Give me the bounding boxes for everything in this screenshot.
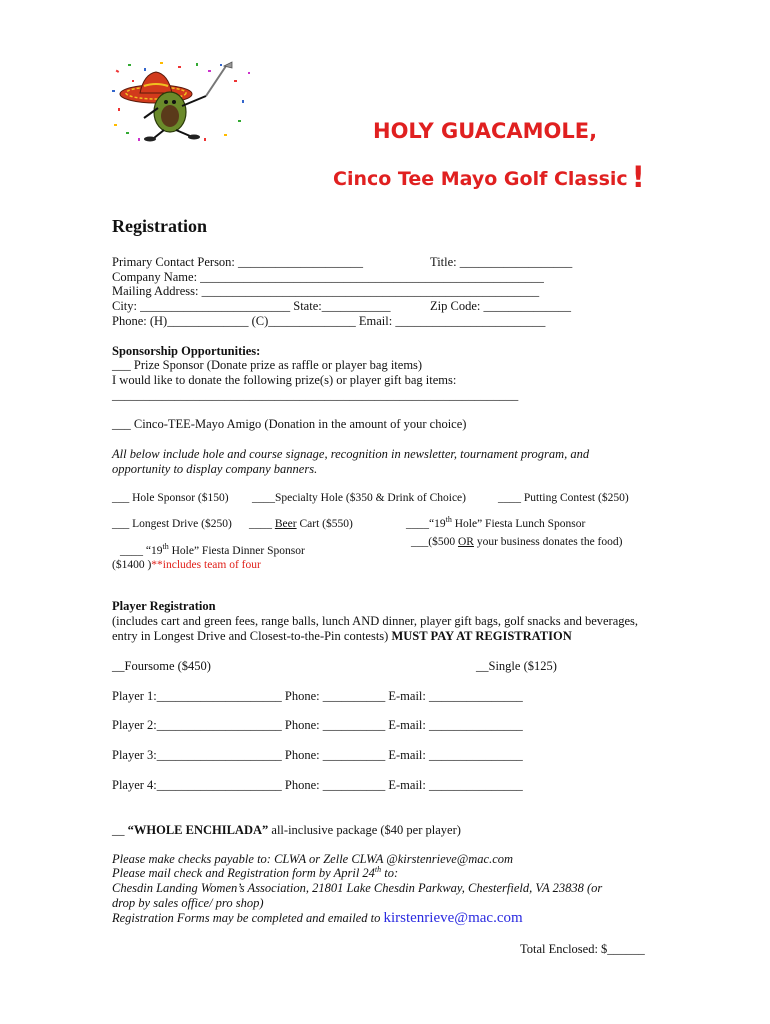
- beer-cart-option[interactable]: [249, 517, 353, 531]
- putting-contest-option[interactable]: ____ Putting Contest ($250): [498, 492, 629, 504]
- hole-sponsor-option[interactable]: ___ Hole Sponsor ($150): [112, 492, 229, 504]
- dinner-prefix: ____ “19: [120, 545, 163, 557]
- primary-contact-field[interactable]: Primary Contact Person: ____________________: [112, 255, 364, 269]
- beer-cart-word: Beer: [274, 518, 297, 530]
- lunch-suffix: Hole” Fiesta Lunch Sponsor: [451, 518, 586, 530]
- player-1-field[interactable]: Player 1:____________________ Phone: __________ E-mail: _______________: [112, 689, 523, 703]
- sponsorship-heading: Sponsorship Opportunities:: [112, 344, 261, 358]
- longest-drive-option[interactable]: ___ Longest Drive ($250): [112, 518, 232, 530]
- donate-prize-field[interactable]: _________________________________________________________________: [112, 388, 519, 402]
- mail-suffix: to:: [381, 866, 399, 880]
- email-forms-text: Registration Forms may be completed and emailed to: [112, 911, 384, 925]
- lunch-sup: th: [445, 515, 452, 525]
- enchilada-prefix: __: [112, 823, 128, 837]
- mailing-address-note: Chesdin Landing Women’s Association, 21801 Lake Chesdin Parkway, Chesterfield, VA 23838 (or: [112, 881, 603, 895]
- title-field[interactable]: Title: __________________: [430, 255, 573, 269]
- enchilada-name: “WHOLE ENCHILADA”: [127, 823, 269, 837]
- zip-code-field[interactable]: Zip Code: ______________: [430, 299, 571, 313]
- single-option[interactable]: __Single ($125): [476, 659, 557, 673]
- lunch-note-prefix: ___($500: [411, 536, 458, 548]
- lunch-sponsor-option[interactable]: [406, 517, 585, 531]
- dinner-includes-note: **includes team of four: [151, 559, 261, 571]
- must-pay-note: MUST PAY AT REGISTRATION: [391, 629, 572, 643]
- email-link[interactable]: kirstenrieve@mac.com: [383, 910, 523, 926]
- drop-off-note: drop by sales office/ pro shop): [112, 896, 264, 910]
- city-state-field[interactable]: City: ________________________ State:___________: [112, 299, 391, 313]
- player-registration-heading: Player Registration: [112, 599, 216, 613]
- prize-sponsor-option[interactable]: ___ Prize Sponsor (Donate prize as raffle or player bag items): [112, 358, 423, 372]
- lunch-note-or: OR: [457, 536, 474, 548]
- enchilada-suffix: all-inclusive package ($40 per player): [268, 823, 461, 837]
- total-enclosed-field[interactable]: Total Enclosed: $______: [520, 942, 645, 956]
- lunch-note: [411, 535, 622, 549]
- lunch-note-suffix: your business donates the food): [473, 536, 623, 548]
- beer-cart-suffix: Cart ($550): [296, 518, 353, 530]
- dinner-suffix: Hole” Fiesta Dinner Sponsor: [168, 545, 305, 557]
- player-4-field[interactable]: Player 4:____________________ Phone: __________ E-mail: _______________: [112, 778, 523, 792]
- email-forms-note: [112, 911, 523, 926]
- player-includes-line1: (includes cart and green fees, range balls, lunch AND dinner, player gift bags, golf snacks and beverages,: [112, 614, 639, 628]
- dinner-sponsor-option[interactable]: [120, 544, 305, 558]
- foursome-option[interactable]: __Foursome ($450): [112, 659, 211, 673]
- company-name-field[interactable]: Company Name: _______________________________________________________: [112, 270, 544, 284]
- page-subtitle: [333, 162, 645, 192]
- mailing-address-field[interactable]: Mailing Address: ______________________________________________________: [112, 284, 540, 298]
- mail-deadline-note: [112, 866, 398, 881]
- beer-cart-prefix: ____: [249, 518, 275, 530]
- mail-sup: th: [374, 864, 382, 874]
- registration-heading: Registration: [112, 216, 207, 236]
- dinner-price: [112, 558, 261, 572]
- page-title: HOLY GUACAMOLE,: [373, 119, 598, 143]
- player-2-field[interactable]: Player 2:____________________ Phone: __________ E-mail: _______________: [112, 718, 523, 732]
- subtitle-text: Cinco Tee Mayo Golf Classic: [333, 168, 628, 190]
- player-includes-line2: [112, 629, 572, 644]
- phone-email-field[interactable]: Phone: (H)_____________ (C)______________ Email: ________________________: [112, 314, 546, 328]
- specialty-hole-option[interactable]: ____Specialty Hole ($350 & Drink of Choice): [252, 492, 466, 504]
- donate-prize-label: I would like to donate the following prize(s) or player gift bag items:: [112, 373, 457, 387]
- player-includes-text: entry in Longest Drive and Closest-to-the-Pin contests): [112, 629, 392, 643]
- sombrero-golfer-logo: [108, 60, 256, 142]
- amigo-option[interactable]: ___ Cinco-TEE-Mayo Amigo (Donation in the amount of your choice): [112, 417, 467, 431]
- lunch-prefix: ____“19: [406, 518, 446, 530]
- subtitle-exclamation: !: [631, 160, 645, 194]
- dinner-price-value: ($1400 ): [112, 559, 152, 571]
- checks-payable-note: Please make checks payable to: CLWA or Zelle CLWA @kirstenrieve@mac.com: [112, 852, 514, 866]
- player-3-field[interactable]: Player 3:____________________ Phone: __________ E-mail: _______________: [112, 748, 523, 762]
- whole-enchilada-option[interactable]: [112, 823, 461, 838]
- sponsorship-note: All below include hole and course signage, recognition in newsletter, tournament program, and opportunity to display company banners.: [112, 447, 590, 476]
- dinner-sup: th: [162, 542, 169, 552]
- mail-prefix: Please mail check and Registration form by April 24: [112, 866, 375, 880]
